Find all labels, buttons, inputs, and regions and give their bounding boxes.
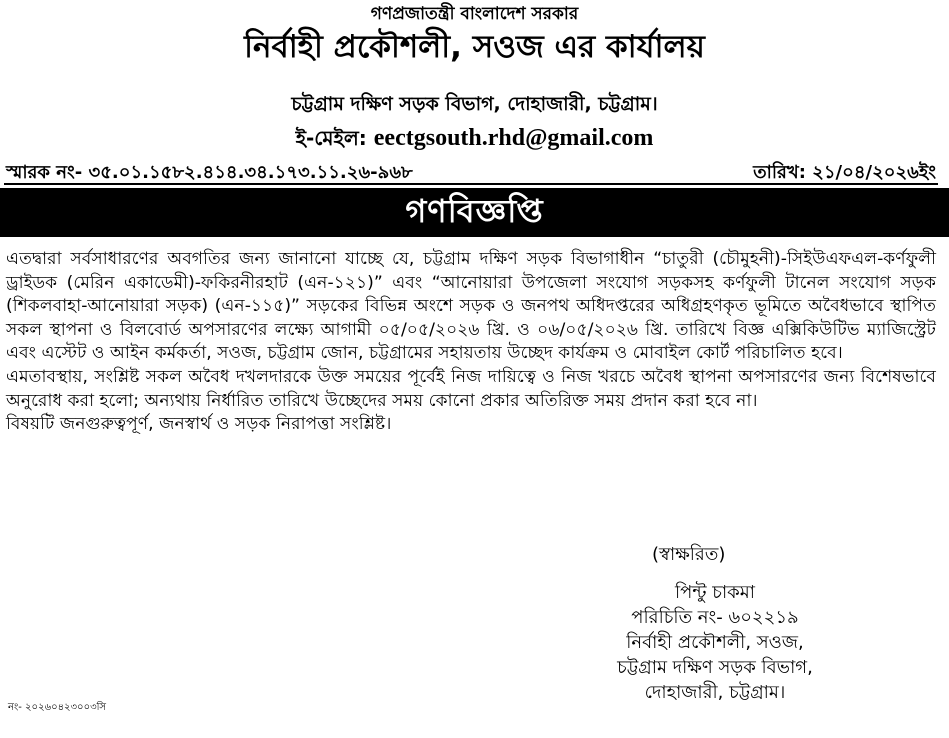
body-paragraph-3: বিষয়টি জনগুরুত্বপূর্ণ, জনস্বার্থ ও সড়ক নিরাপত্তা সংশ্লিষ্ট। — [6, 414, 392, 435]
signature-block — [600, 580, 830, 705]
notice-banner — [0, 188, 949, 237]
body-paragraph-2: এমতাবস্থায়, সংশ্লিষ্ট সকল অবৈধ দখলদারকে উক্ত সময়ের পূর্বেই নিজ দায়িত্বে ও নিজ খরচে অবৈধ স্থাপনা অপসারণের জন্য বিশেষভাবে অনুরোধ করা হলো; অন্যথায় নির্ধারিত তারিখে উচ্ছেদের সময় কোনো প্রকার অতিরিক্ত সময় প্রদান করা হবে না। — [6, 366, 936, 411]
banner-title: গণবিজ্ঞপ্তি — [405, 191, 544, 230]
footer-reference: নং- ২০২৬০৪২৩০০৩সি — [8, 702, 107, 713]
notice-date: তারিখ: ২১/০৪/২০২৬ইং — [753, 162, 936, 183]
signer-division: চট্টগ্রাম দক্ষিণ সড়ক বিভাগ, — [617, 657, 813, 678]
email-line — [0, 124, 949, 153]
signer-name: পিন্টু চাকমা — [675, 582, 755, 603]
body-paragraph-1: এতদ্বারা সর্বসাধারণের অবগতির জন্য জানানো যাচ্ছে যে, চট্টগ্রাম দক্ষিণ সড়ক বিভাগাধীন “চাতুরী (চৌমুহনী)-সিইউএফএল-কর্ণফুলী ড্রাইডক (মেরিন একাডেমী)-ফকিরনীরহাট (এন-১২১)” এবং “আনোয়ারা উপজেলা সংযোগ সড়কসহ কর্ণফুলী টানেল সংযোগ সড়ক (শিকলবাহা-আনোয়ারা সড়ক) (এন-১১৫)” সড়কের বিভিন্ন অংশে সড়ক ও জনপথ অধিদপ্তরের অধিগ্রহণকৃত ভূমিতে অবৈধভাবে স্থাপিত সকল স্থাপনা ও বিলবোর্ড অপসারণের লক্ষ্যে আগামী ০৫/০৫/২০২৬ খ্রি. ও ০৬/০৫/২০২৬ খ্রি. তারিখে বিজ্ঞ এক্সিকিউটিভ ম্যাজিস্ট্রেট এবং এস্টেট ও আইন কর্মকর্তা, সওজ, চট্টগ্রাম জোন, চট্টগ্রামের সহায়তায় উচ্ছেদ কার্যক্রম ও মোবাইল কোর্ট পরিচালিত হবে। — [6, 249, 936, 364]
signer-location: দোহাজারী, চট্টগ্রাম। — [644, 682, 786, 703]
government-name: গণপ্রজাতন্ত্রী বাংলাদেশ সরকার — [370, 4, 579, 24]
signer-id: পরিচিতি নং- ৬০২২১৯ — [631, 607, 799, 628]
signer-designation: নির্বাহী প্রকৌশলী, সওজ, — [626, 632, 804, 653]
signed-note: (স্বাক্ষরিত) — [652, 544, 726, 565]
email-address: eectgsouth.rhd@gmail.com — [373, 125, 654, 151]
notice-body — [6, 248, 936, 437]
email-label: ই-মেইল: — [295, 126, 367, 150]
office-title: নির্বাহী প্রকৌশলী, সওজ এর কার্যালয় — [244, 29, 705, 65]
division-address: চট্টগ্রাম দক্ষিণ সড়ক বিভাগ, দোহাজারী, চট্টগ্রাম। — [291, 93, 658, 115]
memo-number: স্মারক নং- ৩৫.০১.১৫৮২.৪১৪.৩৪.১৭৩.১১.২৬-৯৬৮ — [6, 162, 413, 183]
